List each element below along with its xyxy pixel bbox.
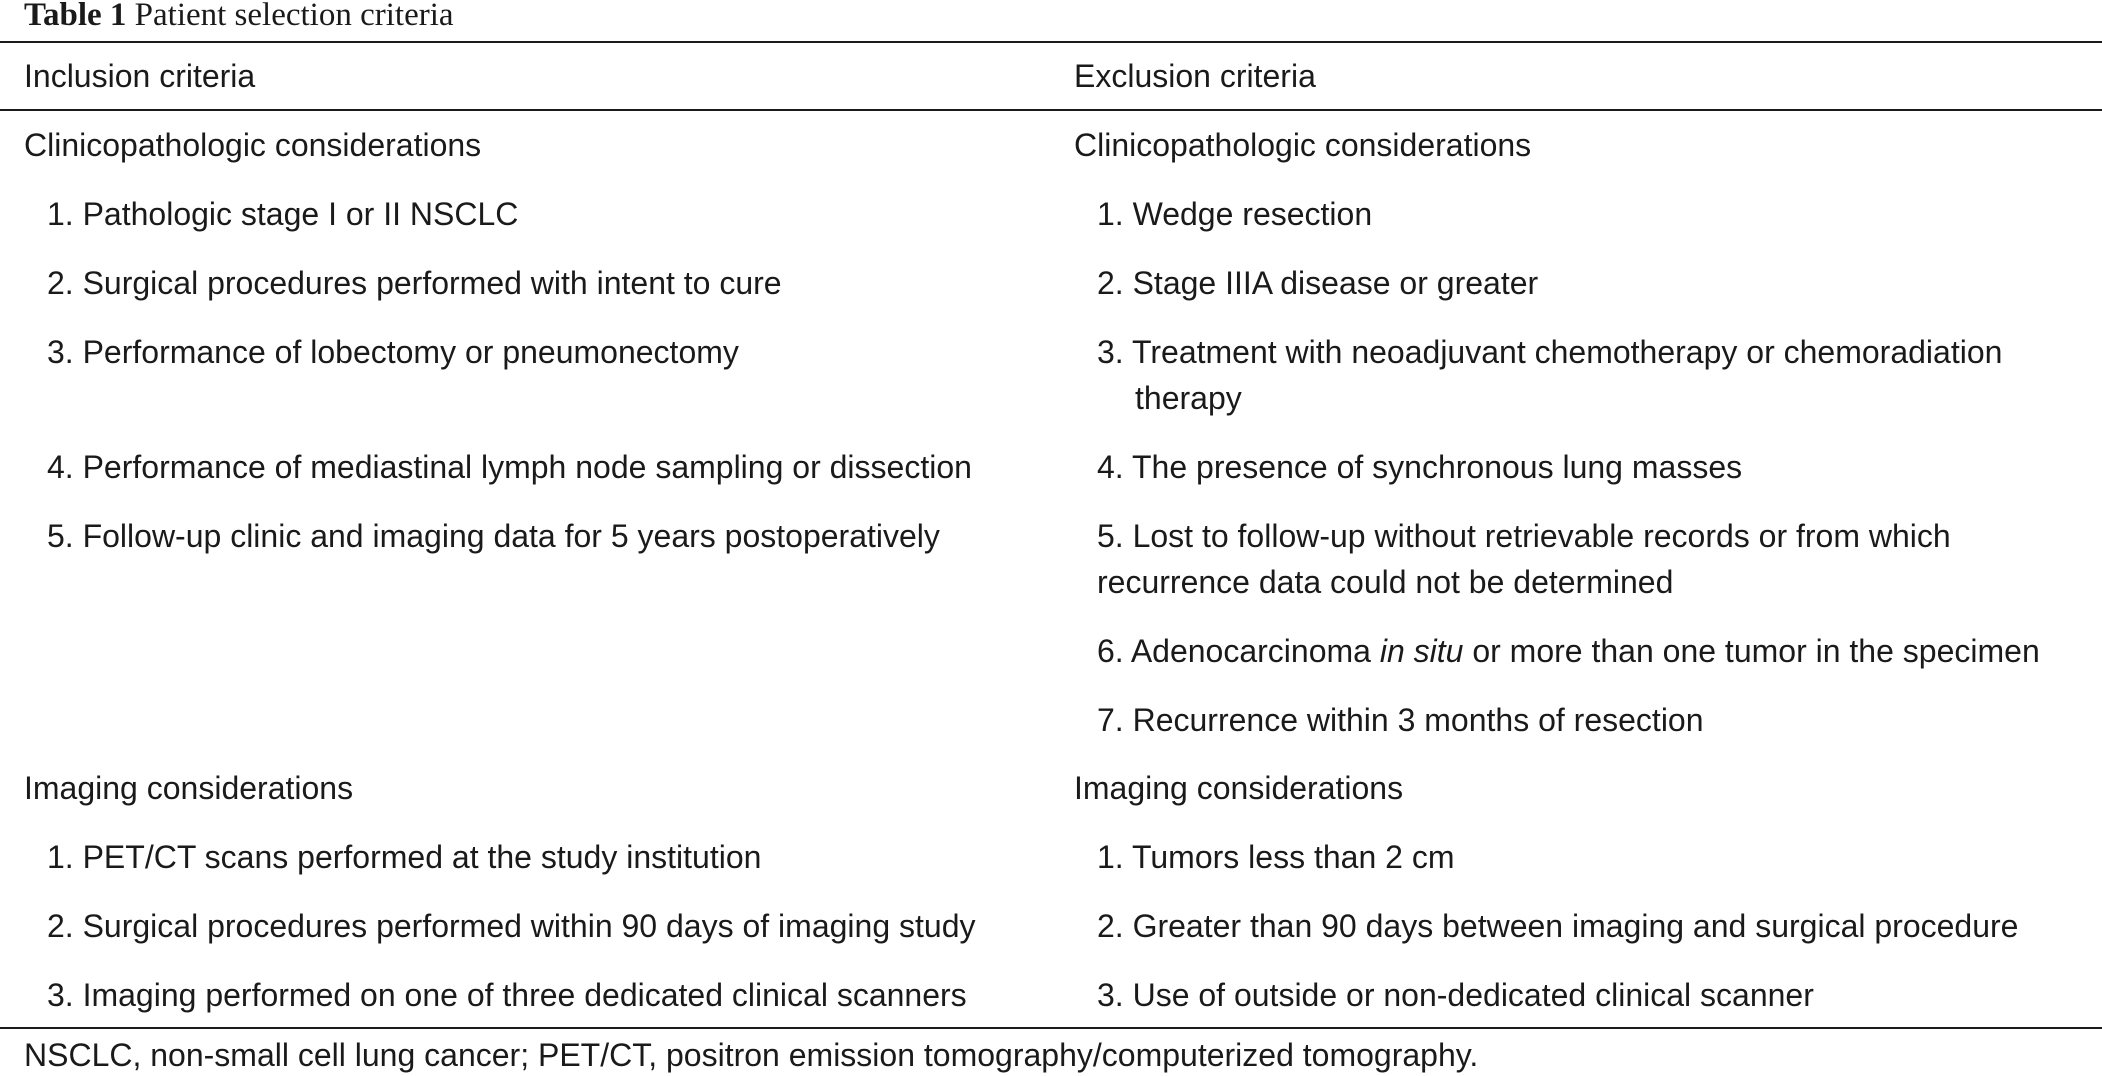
table-label: Table 1 — [24, 0, 127, 33]
list-item-text: 6. Adenocarcinoma — [1097, 633, 1380, 669]
section-heading: Clinicopathologic considerations — [24, 127, 482, 163]
section-heading: Imaging considerations — [24, 770, 354, 806]
list-item: 1. PET/CT scans performed at the study institution — [47, 839, 762, 875]
list-item: 4. Performance of mediastinal lymph node sampling or dissection — [47, 449, 972, 485]
list-item: 5. Follow-up clinic and imaging data for 5 years postoperatively — [47, 518, 940, 554]
list-item: 4. The presence of synchronous lung masses — [1097, 449, 1743, 485]
list-item-continuation: recurrence data could not be determined — [1097, 564, 1674, 600]
section-heading: Clinicopathologic considerations — [1074, 127, 1532, 163]
list-item: 2. Greater than 90 days between imaging and surgical procedure — [1097, 908, 2019, 944]
header-inclusion: Inclusion criteria — [24, 58, 256, 94]
list-item — [1097, 628, 2040, 674]
list-item-text: or more than one tumor in the specimen — [1463, 633, 2040, 669]
table-footnote: NSCLC, non-small cell lung cancer; PET/CT, positron emission tomography/computerized tomography. — [24, 1037, 1479, 1073]
list-item: 1. Wedge resection — [1097, 196, 1373, 232]
list-item: 3. Imaging performed on one of three dedicated clinical scanners — [47, 977, 967, 1013]
list-item: 3. Use of outside or non-dedicated clinical scanner — [1097, 977, 1814, 1013]
list-item: 3. Performance of lobectomy or pneumonectomy — [47, 334, 739, 370]
list-item: 5. Lost to follow-up without retrievable records or from which — [1097, 518, 1951, 554]
section-heading: Imaging considerations — [1074, 770, 1404, 806]
bottom-rule — [0, 1027, 2102, 1029]
header-exclusion: Exclusion criteria — [1074, 58, 1316, 94]
table-title: Patient selection criteria — [134, 0, 454, 33]
list-item-continuation: therapy — [1135, 380, 1242, 416]
list-item: 1. Pathologic stage I or II NSCLC — [47, 196, 519, 232]
list-item: 2. Stage IIIA disease or greater — [1097, 265, 1539, 301]
list-item: 7. Recurrence within 3 months of resection — [1097, 702, 1704, 738]
list-item: 2. Surgical procedures performed within 90 days of imaging study — [47, 908, 976, 944]
list-item: 2. Surgical procedures performed with intent to cure — [47, 265, 782, 301]
list-item-italic-text: in situ — [1379, 633, 1464, 669]
top-rule — [0, 41, 2102, 43]
table-caption — [24, 0, 454, 40]
header-rule — [0, 109, 2102, 111]
list-item: 3. Treatment with neoadjuvant chemotherapy or chemoradiation — [1097, 334, 2003, 370]
list-item: 1. Tumors less than 2 cm — [1097, 839, 1455, 875]
